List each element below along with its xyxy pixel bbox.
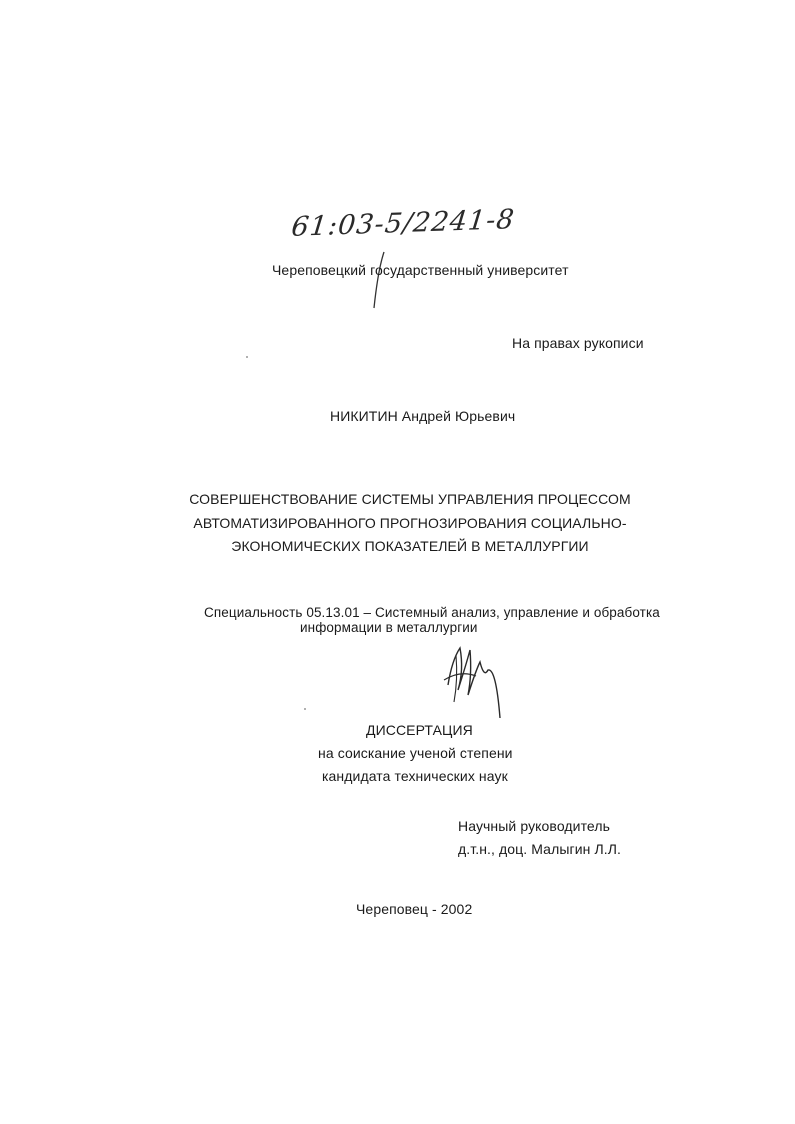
scan-speck [304, 708, 306, 710]
degree-line-1: на соискание ученой степени [318, 745, 513, 761]
city-year: Череповец - 2002 [356, 901, 473, 917]
work-type: ДИССЕРТАЦИЯ [366, 722, 473, 738]
title-line-3: ЭКОНОМИЧЕСКИХ ПОКАЗАТЕЛЕЙ В МЕТАЛЛУРГИИ [231, 538, 589, 554]
specialty-line-2: информации в металлургии [300, 620, 478, 635]
title-line-2: АВТОМАТИЗИРОВАННОГО ПРОГНОЗИРОВАНИЯ СОЦИАЛЬНО- [193, 515, 627, 531]
manuscript-rights: На правах рукописи [512, 335, 644, 351]
supervisor-name: д.т.н., доц. Малыгин Л.Л. [458, 841, 622, 857]
signature [440, 640, 510, 720]
archive-number-handwritten: 61:03-5/2241-8 [289, 204, 517, 243]
university-name: Череповецкий государственный университет [272, 262, 569, 278]
handwritten-stroke [370, 250, 390, 310]
supervisor-label: Научный руководитель [458, 818, 611, 834]
author-name: НИКИТИН Андрей Юрьевич [330, 408, 516, 424]
degree-line-2: кандидата технических наук [322, 768, 508, 784]
scan-speck [246, 356, 248, 358]
specialty-line-1: Специальность 05.13.01 – Системный анализ, управление и обработка [204, 605, 660, 620]
title-line-1: СОВЕРШЕНСТВОВАНИЕ СИСТЕМЫ УПРАВЛЕНИЯ ПРОЦЕССОМ [189, 491, 631, 507]
